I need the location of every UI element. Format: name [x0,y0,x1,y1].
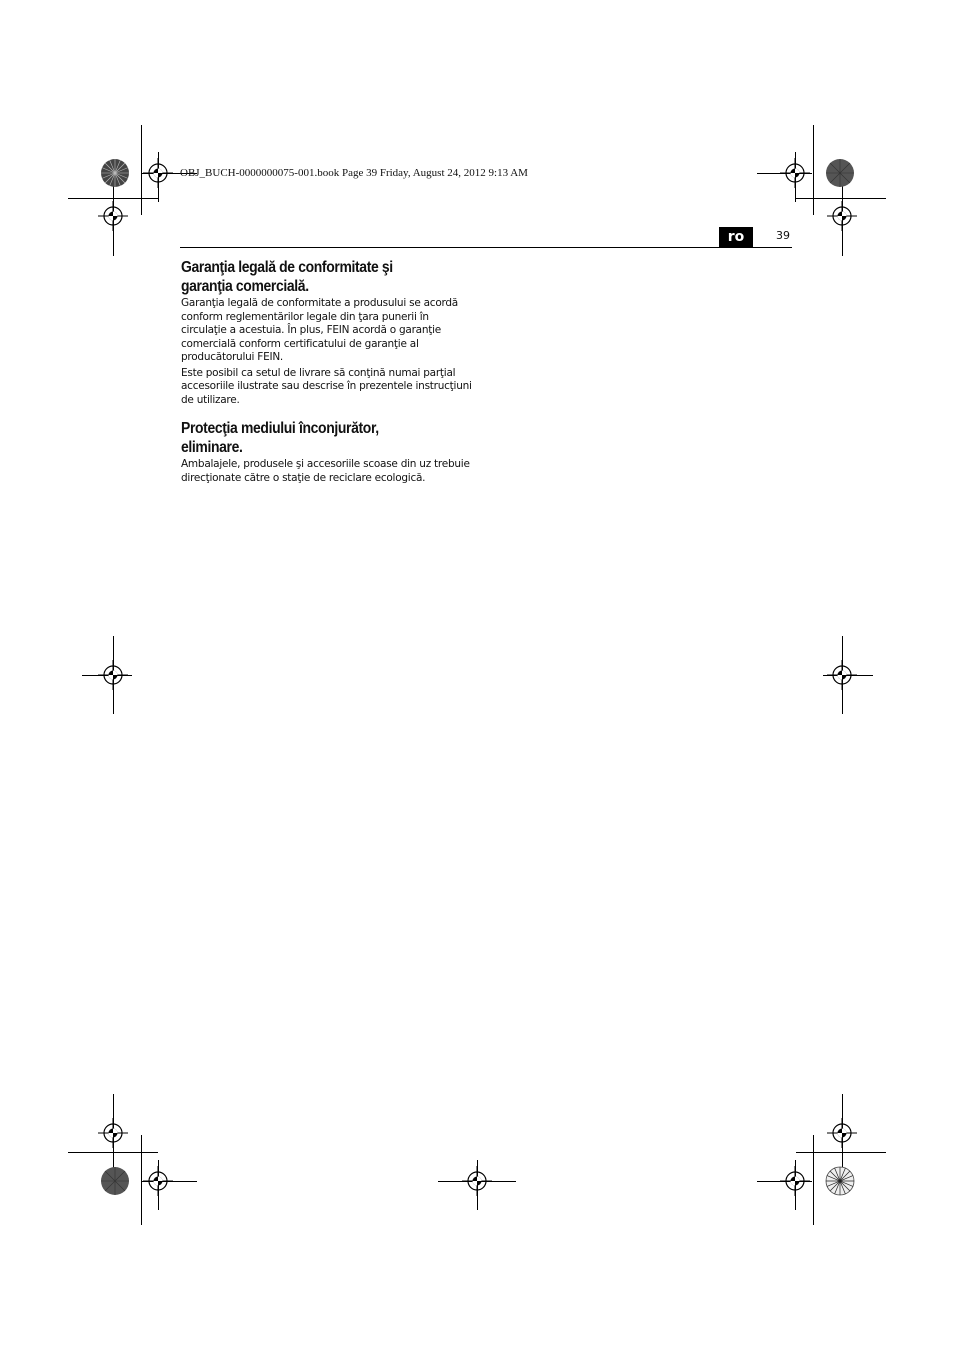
section-environment [181,419,481,485]
text-line: accesoriile ilustrate sau descrise în prezentele instrucţiuni [181,380,472,392]
print-slug: OBJ_BUCH-0000000075-001.book Page 39 Friday, August 24, 2012 9:13 AM [180,167,528,179]
paragraph [181,367,481,408]
section-warranty [181,258,481,407]
registration-mark-icon [462,1166,492,1196]
text-line: Garanţia legală de conformitate a produsului se acordă [181,297,458,309]
registration-mark-icon [143,158,173,188]
section-heading-line: eliminare. [181,439,243,456]
registration-mark-icon [98,201,128,231]
text-line: circulaţie a acestuia. În plus, FEIN acordă o garanţie [181,324,441,336]
text-line: Este posibil ca setul de livrare să conţină numai parţial [181,366,456,379]
registration-mark-icon [780,158,810,188]
section-heading [181,419,481,457]
text-line: direcţionate către o staţie de reciclare ecologică. [181,471,426,484]
page-number: 39 [776,229,790,242]
header-rule [180,247,792,248]
color-dial-icon [100,158,130,188]
paragraph [181,297,481,365]
text-line: de utilizare. [181,393,240,406]
text-line: conform reglementărilor legale din ţara punerii în [181,310,429,323]
section-heading-line: Protecţia mediului înconjurător, [181,420,379,437]
page-content [181,258,481,485]
color-dial-icon [825,1166,855,1196]
paragraph [181,458,481,485]
section-heading-line: garanţia comercială. [181,278,309,295]
section-heading-line: Garanţia legală de conformitate şi [181,259,393,276]
registration-mark-icon [98,660,128,690]
registration-mark-icon [827,1118,857,1148]
language-badge: ro [719,227,753,247]
registration-mark-icon [98,1118,128,1148]
text-line: comercială conform certificatului de garanţie al [181,337,419,350]
text-line: Ambalajele, produsele şi accesoriile scoase din uz trebuie [181,458,470,470]
color-dial-icon [825,158,855,188]
color-dial-icon [100,1166,130,1196]
registration-mark-icon [827,201,857,231]
registration-mark-icon [780,1166,810,1196]
registration-mark-icon [827,660,857,690]
section-heading [181,258,481,296]
text-line: producătorului FEIN. [181,351,284,363]
registration-mark-icon [143,1166,173,1196]
